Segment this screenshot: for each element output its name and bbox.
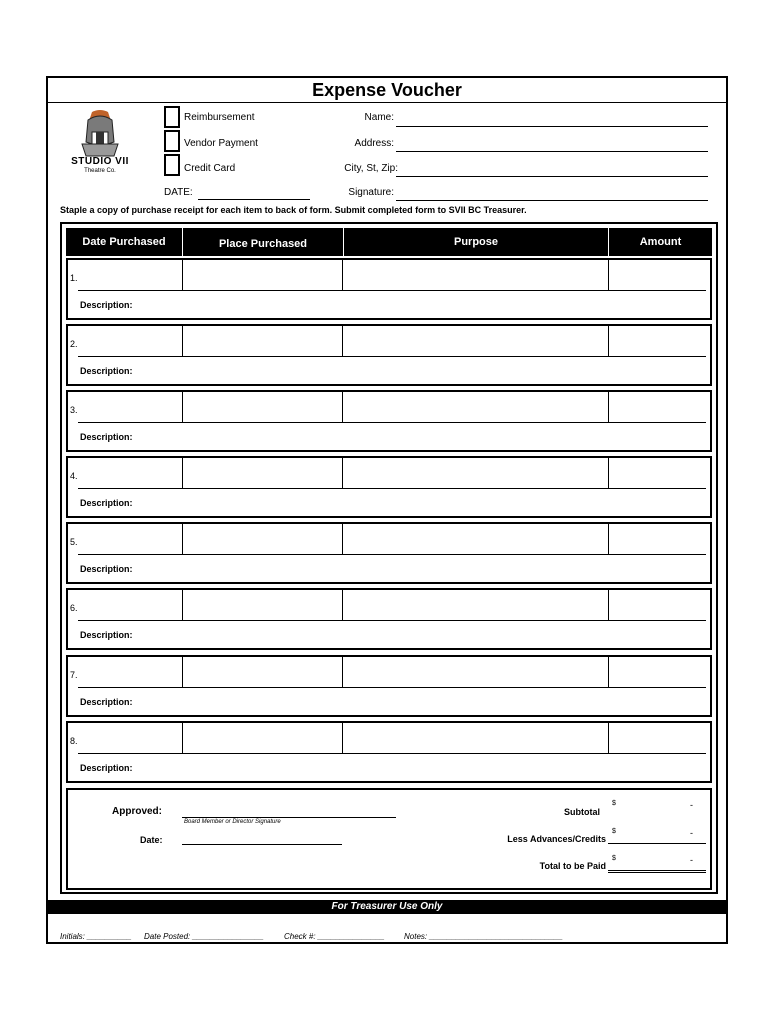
signature-field[interactable] [396, 199, 708, 201]
header-amount: Amount [639, 236, 682, 248]
table-row [66, 456, 712, 518]
subtotal-label: Subtotal [564, 807, 600, 817]
name-field[interactable] [396, 125, 708, 127]
approval-date-label: Date: [140, 835, 163, 845]
total-line[interactable] [608, 870, 706, 873]
description-label: Description: [80, 498, 133, 508]
description-label: Description: [80, 300, 133, 310]
notes-field[interactable]: Notes: ______________________________ [404, 932, 563, 941]
advances-currency: $ [612, 828, 616, 835]
table-row [66, 390, 712, 452]
subtotal-value: - [690, 800, 693, 810]
table-row [66, 721, 712, 783]
credit-card-label: Credit Card [184, 163, 236, 174]
row-number: 4. [70, 471, 78, 481]
table-row [66, 655, 712, 717]
check-number-field[interactable]: Check #: _______________ [284, 932, 385, 941]
title-band [48, 78, 726, 103]
vendor-payment-checkbox[interactable] [164, 130, 180, 152]
address-label: Address: [354, 138, 394, 149]
address-field[interactable] [396, 150, 708, 152]
less-advances-label: Less Advances/Credits [507, 834, 606, 844]
row-number: 1. [70, 273, 78, 283]
logo-text: STUDIO VII [71, 156, 129, 167]
city-field[interactable] [396, 175, 708, 177]
reimbursement-checkbox[interactable] [164, 106, 180, 128]
description-label: Description: [80, 630, 133, 640]
description-label: Description: [80, 432, 133, 442]
table-row [66, 522, 712, 584]
date-posted-field[interactable]: Date Posted: ________________ [144, 932, 264, 941]
vendor-payment-label: Vendor Payment [184, 138, 258, 149]
table-row [66, 324, 712, 386]
header-place-purchased: Place Purchased [218, 238, 308, 250]
subtotal-currency: $ [612, 800, 616, 807]
row-number: 5. [70, 537, 78, 547]
studio-logo [71, 108, 129, 178]
date-label: DATE: [164, 187, 193, 198]
row-number: 8. [70, 736, 78, 746]
approver-signature-line[interactable] [182, 816, 396, 818]
expense-voucher-form [46, 76, 728, 944]
description-label: Description: [80, 564, 133, 574]
table-row [66, 258, 712, 320]
total-currency: $ [612, 855, 616, 862]
table-row [66, 588, 712, 650]
reimbursement-label: Reimbursement [184, 112, 255, 123]
advances-value: - [690, 828, 693, 838]
description-label: Description: [80, 763, 133, 773]
expense-table [60, 222, 718, 894]
approved-label: Approved: [112, 806, 162, 817]
city-label: City, St, Zip: [344, 163, 398, 174]
total-label: Total to be Paid [539, 861, 606, 871]
initials-field[interactable]: Initials: __________ [60, 932, 132, 941]
description-label: Description: [80, 697, 133, 707]
header-purpose: Purpose [453, 236, 498, 248]
row-number: 7. [70, 670, 78, 680]
date-field[interactable] [198, 198, 310, 200]
total-value: - [690, 855, 693, 865]
table-header [66, 228, 712, 256]
description-label: Description: [80, 366, 133, 376]
treasurer-use-bar: For Treasurer Use Only [48, 900, 726, 914]
logo-subtext: Theatre Co. [84, 168, 116, 174]
credit-card-checkbox[interactable] [164, 154, 180, 176]
signature-caption: Board Member or Director Signature [184, 819, 281, 825]
header-date-purchased: Date Purchased [82, 236, 166, 248]
signature-label: Signature: [348, 187, 394, 198]
form-title: Expense Voucher [312, 80, 462, 100]
row-number: 2. [70, 339, 78, 349]
summary-box [66, 788, 712, 890]
advances-line[interactable] [608, 842, 706, 844]
row-number: 6. [70, 603, 78, 613]
row-number: 3. [70, 405, 78, 415]
instructions: Staple a copy of purchase receipt for each item to back of form. Submit completed form to SVII BC Treasurer. [60, 205, 527, 215]
name-label: Name: [364, 112, 394, 123]
approval-date-line[interactable] [182, 843, 342, 845]
